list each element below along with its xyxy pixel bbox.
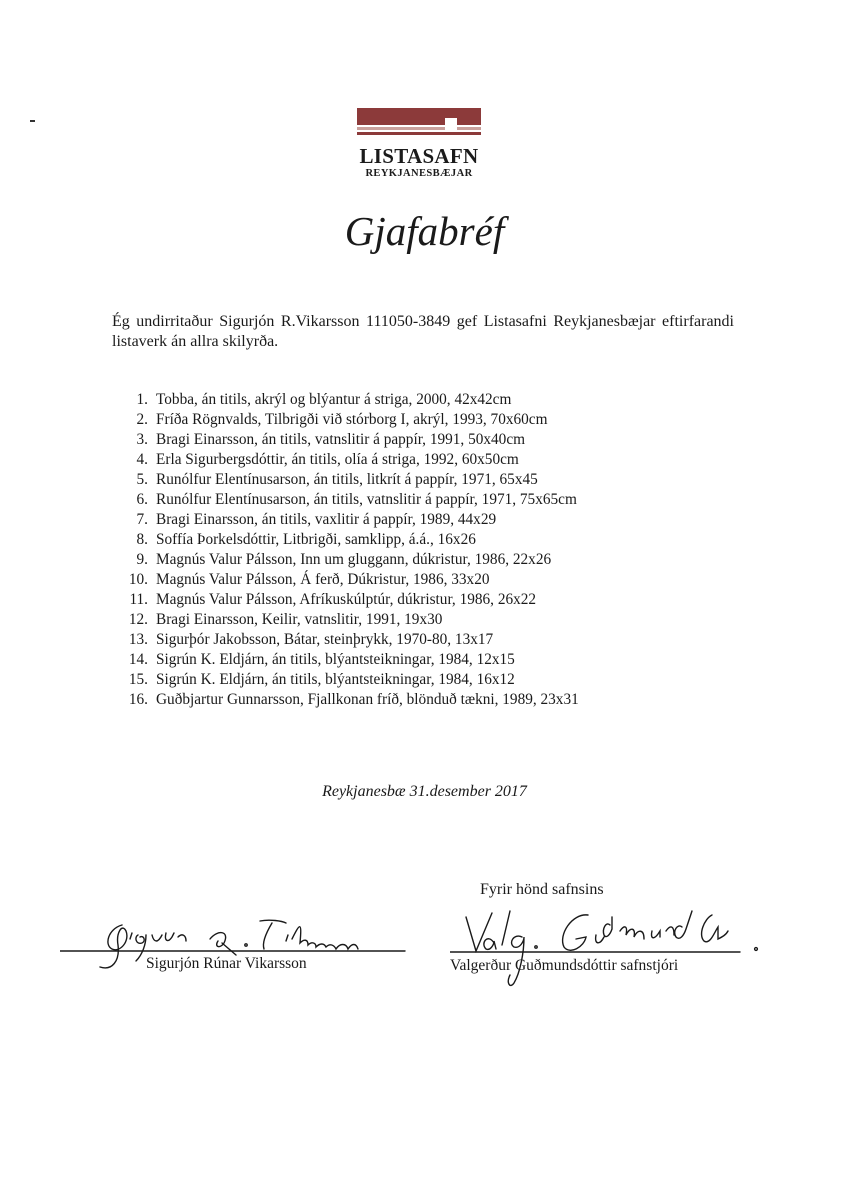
artwork-description: Tobba, án titils, akrýl og blýantur á striga, 2000, 42x42cm (156, 391, 512, 408)
artwork-number: 10. (128, 571, 148, 588)
artwork-list-item (112, 490, 752, 510)
artwork-list-item (112, 390, 752, 410)
artwork-list (112, 390, 752, 710)
artwork-description: Runólfur Elentínusarson, án titils, litkrít á pappír, 1971, 65x45 (156, 471, 538, 488)
director-signature-block (450, 905, 780, 995)
artwork-list-item (112, 670, 752, 690)
artwork-description: Bragi Einarsson, án titils, vatnslitir á pappír, 1991, 50x40cm (156, 431, 526, 448)
artwork-description: Sigurþór Jakobsson, Bátar, steinþrykk, 1970-80, 13x17 (156, 631, 494, 648)
artwork-number: 13. (128, 631, 148, 648)
listasafn-logo-icon (357, 108, 481, 138)
artwork-list-item (112, 690, 752, 710)
artwork-description: Magnús Valur Pálsson, Á ferð, Dúkristur, 1986, 33x20 (156, 571, 490, 588)
artwork-list-item (112, 570, 752, 590)
artwork-description: Bragi Einarsson, án titils, vaxlitir á pappír, 1989, 44x29 (156, 511, 497, 528)
artwork-list-item (112, 610, 752, 630)
scan-speck (30, 120, 35, 122)
artwork-list-item (112, 430, 752, 450)
artwork-number: 15. (128, 671, 148, 688)
artwork-number: 11. (129, 591, 148, 608)
artwork-number: 4. (136, 451, 148, 468)
artwork-description: Erla Sigurbergsdóttir, án titils, olía á striga, 1992, 60x50cm (156, 451, 519, 468)
document-title: Gjafabréf (344, 208, 505, 254)
artwork-list-item (112, 450, 752, 470)
artwork-list-item (112, 470, 752, 490)
artwork-number: 9. (136, 551, 148, 568)
artwork-description: Soffía Þorkelsdóttir, Litbrigði, samklipp, á.á., 16x26 (156, 531, 476, 548)
intro-paragraph: Ég undirritaður Sigurjón R.Vikarsson 111050-3849 gef Listasafni Reykjanesbæjar eftirfarandi listaverk án allra skilyrða. (112, 313, 734, 350)
on-behalf-label: Fyrir hönd safnsins (480, 881, 604, 898)
logo-name: LISTASAFN (359, 144, 479, 168)
artwork-number: 14. (128, 651, 148, 668)
artwork-list-item (112, 530, 752, 550)
artwork-number: 6. (136, 491, 148, 508)
logo-subtitle: REYKJANESBÆJAR (365, 168, 473, 179)
artwork-number: 12. (128, 611, 148, 628)
artwork-list-item (112, 590, 752, 610)
artwork-list-item (112, 510, 752, 530)
artwork-number: 7. (136, 511, 148, 528)
director-signature (450, 905, 780, 995)
artwork-list-item (112, 630, 752, 650)
director-name: Valgerður Guðmundsdóttir safnstjóri (450, 957, 679, 974)
artwork-list-item (112, 650, 752, 670)
artwork-list-item (112, 550, 752, 570)
artwork-description: Runólfur Elentínusarson, án titils, vatnslitir á pappír, 1971, 75x65cm (156, 491, 577, 508)
artwork-description: Magnús Valur Pálsson, Afríkuskúlptúr, dúkristur, 1986, 26x22 (156, 591, 537, 608)
artwork-description: Sigrún K. Eldjárn, án titils, blýantsteikningar, 1984, 16x12 (156, 671, 515, 688)
artwork-description: Magnús Valur Pálsson, Inn um gluggann, dúkristur, 1986, 22x26 (156, 551, 552, 568)
artwork-description: Sigrún K. Eldjárn, án titils, blýantsteikningar, 1984, 12x15 (156, 651, 515, 668)
artwork-number: 5. (136, 471, 148, 488)
donor-signature-block (60, 905, 420, 975)
artwork-description: Bragi Einarsson, Keilir, vatnslitir, 1991, 19x30 (156, 611, 443, 628)
museum-logo (357, 108, 481, 198)
artwork-description: Guðbjartur Gunnarsson, Fjallkonan fríð, blönduð tækni, 1989, 23x31 (156, 691, 579, 708)
place-date: Reykjanesbæ 31.desember 2017 (322, 783, 527, 800)
artwork-description: Fríða Rögnvalds, Tilbrigði við stórborg I, akrýl, 1993, 70x60cm (156, 411, 548, 428)
artwork-number: 16. (128, 691, 148, 708)
artwork-list-item (112, 410, 752, 430)
artwork-number: 2. (136, 411, 148, 428)
artwork-number: 8. (136, 531, 148, 548)
donor-name: Sigurjón Rúnar Vikarsson (146, 955, 307, 972)
artwork-number: 1. (136, 391, 148, 408)
artwork-number: 3. (136, 431, 148, 448)
